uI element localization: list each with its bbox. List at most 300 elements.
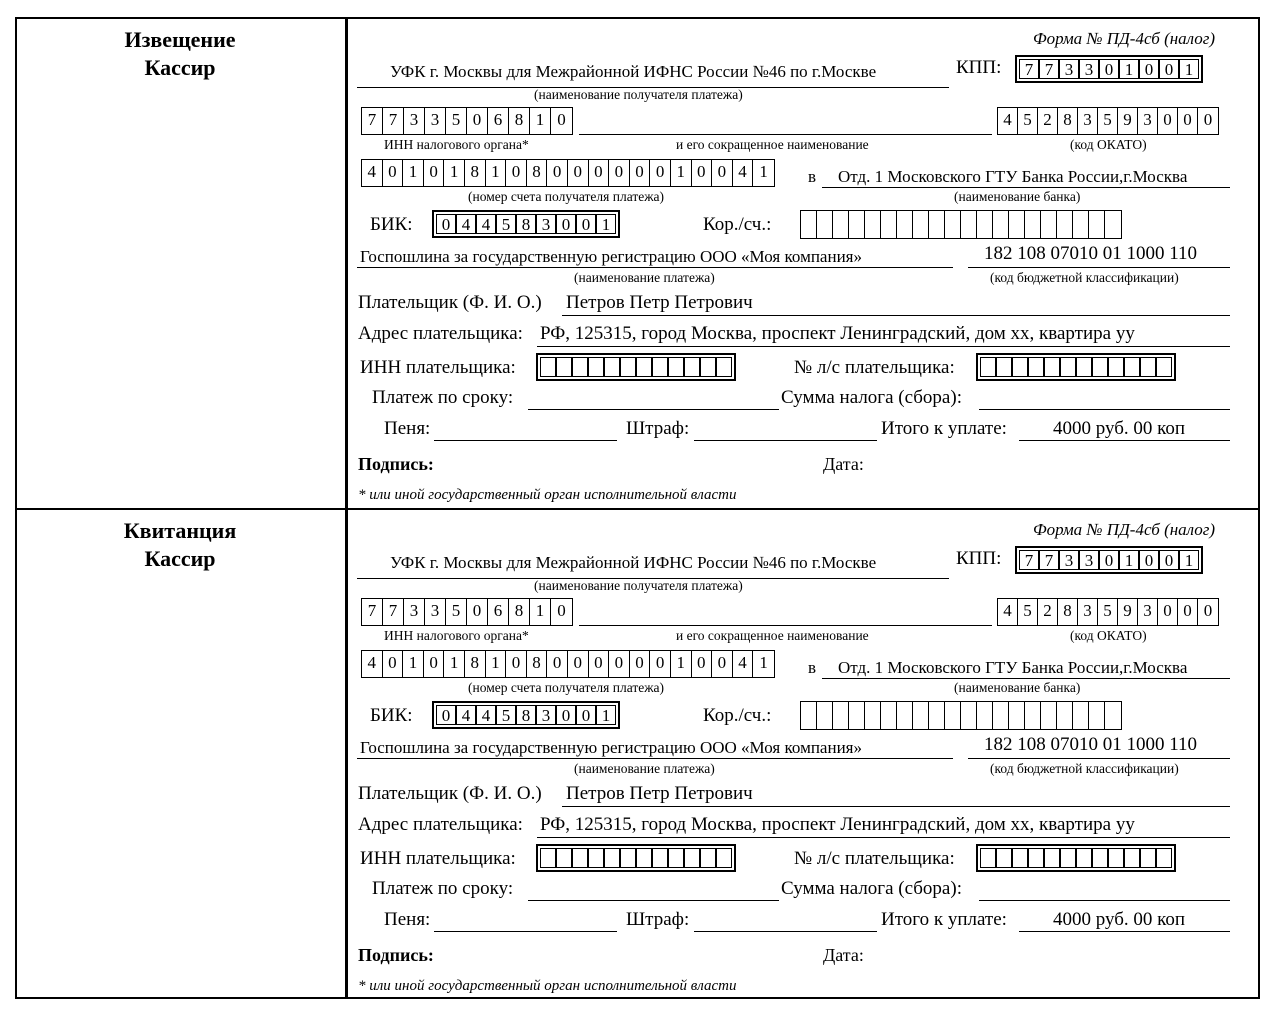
digit-box (540, 357, 556, 377)
digit-box: 1 (530, 108, 551, 134)
digit-box: 7 (383, 599, 404, 625)
bik-boxes (432, 210, 620, 238)
digit-box (556, 357, 572, 377)
tax-sum-line (979, 385, 1230, 410)
digit-box: 0 (547, 160, 568, 186)
digit-box: 0 (576, 214, 596, 234)
account-boxes (361, 159, 775, 187)
footnote: * или иной государственный орган исполнительной власти (358, 487, 737, 503)
digit-box: 0 (1203, 601, 1213, 620)
digit-box: 1 (1119, 550, 1139, 570)
digit-box (801, 702, 817, 729)
digit-box (620, 357, 636, 377)
digit-box: 9 (1118, 108, 1138, 134)
payer-label: Плательщик (Ф. И. О.) (358, 783, 542, 804)
digit-box: 3 (1079, 59, 1099, 79)
digit-box (700, 848, 716, 868)
account-boxes (361, 650, 775, 678)
receipt-section (348, 508, 1260, 999)
digit-box: 4 (362, 651, 383, 677)
digit-box: 1 (596, 214, 616, 234)
total-value: 4000 руб. 00 коп (1053, 418, 1186, 439)
digit-box (865, 211, 881, 238)
digit-box: 8 (527, 651, 548, 677)
payer-inn-label: ИНН плательщика: (360, 357, 516, 378)
digit-box (945, 211, 961, 238)
digit-box: 1 (759, 162, 768, 181)
due-label: Платеж по сроку: (372, 878, 514, 899)
digit-box: 0 (506, 160, 527, 186)
digit-box: 7 (1019, 550, 1039, 570)
digit-box: 4 (362, 160, 383, 186)
digit-box (849, 702, 865, 729)
digit-box: 3 (1078, 108, 1098, 134)
digit-box: 5 (496, 214, 516, 234)
digit-box (700, 357, 716, 377)
digit-box: 1 (596, 705, 616, 725)
digit-box: 7 (1039, 550, 1059, 570)
digit-box: 5 (446, 599, 467, 625)
digit-box: 0 (1178, 599, 1198, 625)
digit-box (1076, 848, 1092, 868)
digit-box (1060, 357, 1076, 377)
digit-box: 0 (609, 651, 630, 677)
kbk-value: 182 108 07010 01 1000 110 (984, 734, 1198, 755)
digit-box (817, 702, 833, 729)
digit-box (604, 357, 620, 377)
tax-sum-line (979, 876, 1230, 901)
payment-name: Госпошлина за государственную регистрацию ООО «Моя компания» (360, 738, 862, 757)
digit-box (897, 211, 913, 238)
payer-label: Плательщик (Ф. И. О.) (358, 292, 542, 313)
digit-box (865, 702, 881, 729)
digit-box (636, 357, 652, 377)
digit-box (1124, 357, 1140, 377)
digit-box: 8 (509, 108, 530, 134)
okato-caption: (код ОКАТО) (1070, 137, 1147, 152)
digit-box (620, 848, 636, 868)
digit-box: 0 (467, 108, 488, 134)
digit-box (684, 357, 700, 377)
digit-box: 7 (383, 108, 404, 134)
date-label: Дата: (823, 454, 864, 474)
digit-box (540, 848, 556, 868)
recipient-name: УФК г. Москвы для Межрайонной ИФНС России №46 по г.Москве (390, 553, 877, 572)
bank-caption: (наименование банка) (954, 189, 1081, 204)
digit-box: 1 (1119, 59, 1139, 79)
digit-box: 0 (1158, 108, 1178, 134)
tax-sum-label: Сумма налога (сбора): (781, 387, 962, 408)
digit-box (1140, 357, 1156, 377)
address-label: Адрес плательщика: (358, 323, 523, 344)
digit-box: 8 (465, 160, 486, 186)
digit-box (652, 357, 668, 377)
digit-box: 4 (998, 108, 1018, 134)
digit-box (652, 848, 668, 868)
digit-box: 0 (712, 651, 733, 677)
digit-box (1156, 357, 1172, 377)
payer-inn-boxes (536, 353, 736, 381)
payer-account-boxes (976, 353, 1176, 381)
digit-box: 3 (404, 108, 425, 134)
digit-box (817, 211, 833, 238)
penalty-line (434, 907, 617, 932)
digit-box: 0 (556, 705, 576, 725)
digit-box: 0 (467, 599, 488, 625)
digit-box: 1 (444, 160, 465, 186)
digit-box: 6 (488, 108, 509, 134)
penalty-line (434, 416, 617, 441)
digit-box: 7 (1019, 59, 1039, 79)
digit-box: 3 (1138, 108, 1158, 134)
digit-box: 1 (403, 160, 424, 186)
digit-box: 0 (557, 601, 566, 620)
payer-inn-boxes (536, 844, 736, 872)
digit-box: 2 (1038, 599, 1058, 625)
due-line (528, 385, 779, 410)
digit-box: 4 (476, 214, 496, 234)
kbk-caption: (код бюджетной классификации) (990, 270, 1179, 285)
digit-box (993, 211, 1009, 238)
inn-boxes (361, 598, 573, 626)
digit-box (1025, 702, 1041, 729)
digit-box: 1 (530, 599, 551, 625)
digit-box: 1 (403, 651, 424, 677)
digit-box: 0 (383, 160, 404, 186)
digit-box: 0 (692, 160, 713, 186)
digit-box: 7 (362, 108, 383, 134)
payer-name: Петров Петр Петрович (566, 292, 753, 313)
digit-box (1105, 702, 1121, 729)
penalty-label: Пеня: (384, 418, 431, 439)
recipient-caption: (наименование получателя платежа) (534, 578, 743, 593)
digit-box (1057, 211, 1073, 238)
notice-section (348, 17, 1260, 508)
digit-box (801, 211, 817, 238)
digit-box: 0 (557, 110, 566, 129)
digit-box (1012, 848, 1028, 868)
address-label: Адрес плательщика: (358, 814, 523, 835)
digit-box (572, 848, 588, 868)
payment-caption: (наименование платежа) (574, 270, 715, 285)
penalty-label: Пеня: (384, 909, 431, 930)
payment-caption: (наименование платежа) (574, 761, 715, 776)
digit-box (1025, 211, 1041, 238)
short-name-caption: и его сокращенное наименование (676, 628, 869, 643)
digit-box (929, 211, 945, 238)
digit-box (996, 357, 1012, 377)
digit-box: 5 (1018, 599, 1038, 625)
digit-box: 3 (425, 599, 446, 625)
digit-box: 9 (1118, 599, 1138, 625)
v-label: в (808, 167, 817, 186)
inn-boxes (361, 107, 573, 135)
digit-box: 0 (692, 651, 713, 677)
kor-account-boxes (800, 701, 1122, 730)
digit-box: 3 (1059, 59, 1079, 79)
digit-box (1073, 211, 1089, 238)
digit-box: 8 (527, 160, 548, 186)
digit-box: 1 (1179, 59, 1199, 79)
digit-box (1105, 211, 1121, 238)
digit-box: 8 (1058, 108, 1078, 134)
kpp-boxes (1015, 55, 1203, 83)
digit-box: 3 (536, 705, 556, 725)
digit-box (668, 848, 684, 868)
digit-box (1041, 702, 1057, 729)
digit-box: 0 (589, 651, 610, 677)
digit-box (980, 357, 996, 377)
digit-box (897, 702, 913, 729)
bank-caption: (наименование банка) (954, 680, 1081, 695)
ls-label: № л/с плательщика: (794, 848, 955, 869)
digit-box (572, 357, 588, 377)
payer-name: Петров Петр Петрович (566, 783, 753, 804)
digit-box: 8 (516, 214, 536, 234)
signature-label: Подпись: (358, 454, 434, 474)
kor-account-boxes (800, 210, 1122, 239)
digit-box: 0 (1099, 59, 1119, 79)
digit-box (913, 211, 929, 238)
digit-box (913, 702, 929, 729)
digit-box: 0 (1178, 108, 1198, 134)
digit-box: 0 (1203, 110, 1213, 129)
digit-box: 8 (1058, 599, 1078, 625)
payer-account-boxes (976, 844, 1176, 872)
digit-box: 0 (547, 651, 568, 677)
digit-box: 5 (1018, 108, 1038, 134)
digit-box: 1 (671, 160, 692, 186)
digit-box (668, 357, 684, 377)
digit-box: 0 (589, 160, 610, 186)
form-number: Форма № ПД-4сб (налог) (1033, 29, 1216, 48)
digit-box: 5 (496, 705, 516, 725)
digit-box: 0 (712, 160, 733, 186)
signature-label: Подпись: (358, 945, 434, 965)
address-value: РФ, 125315, город Москва, проспект Ленинградский, дом хх, квартира уу (540, 814, 1135, 835)
section-subtitle: Кассир (144, 55, 216, 80)
section-label-receipt (15, 517, 345, 573)
digit-box (1140, 848, 1156, 868)
section-title: Квитанция (123, 518, 237, 543)
digit-box (833, 702, 849, 729)
bank-name: Отд. 1 Московского ГТУ Банка России,г.Москва (838, 658, 1188, 677)
digit-box (980, 848, 996, 868)
digit-box: 0 (630, 160, 651, 186)
digit-box (1009, 211, 1025, 238)
okato-caption: (код ОКАТО) (1070, 628, 1147, 643)
digit-box (961, 211, 977, 238)
recipient-name: УФК г. Москвы для Межрайонной ИФНС России №46 по г.Москве (390, 62, 877, 81)
digit-box: 3 (1079, 550, 1099, 570)
digit-box (1092, 357, 1108, 377)
digit-box (833, 211, 849, 238)
digit-box (1012, 357, 1028, 377)
due-line (528, 876, 779, 901)
account-caption: (номер счета получателя платежа) (468, 189, 665, 204)
digit-box: 8 (465, 651, 486, 677)
digit-box (1044, 357, 1060, 377)
digit-box: 0 (568, 160, 589, 186)
digit-box: 0 (383, 651, 404, 677)
digit-box: 0 (436, 705, 456, 725)
fine-label: Штраф: (626, 418, 690, 439)
digit-box: 0 (1158, 599, 1178, 625)
digit-box (1092, 848, 1108, 868)
form-number: Форма № ПД-4сб (налог) (1033, 520, 1216, 539)
due-label: Платеж по сроку: (372, 387, 514, 408)
digit-box: 0 (424, 160, 445, 186)
digit-box: 1 (671, 651, 692, 677)
tax-sum-label: Сумма налога (сбора): (781, 878, 962, 899)
kor-label: Кор./сч.: (703, 705, 772, 726)
digit-box: 4 (733, 160, 754, 186)
v-label: в (808, 658, 817, 677)
kpp-boxes (1015, 546, 1203, 574)
total-label: Итого к уплате: (881, 418, 1007, 439)
digit-box: 3 (1059, 550, 1079, 570)
digit-box: 7 (362, 599, 383, 625)
digit-box (716, 848, 732, 868)
digit-box: 0 (650, 651, 671, 677)
section-label-notice (15, 26, 345, 82)
payer-inn-label: ИНН плательщика: (360, 848, 516, 869)
okato-boxes (997, 598, 1219, 626)
digit-box: 1 (759, 653, 768, 672)
kpp-label: КПП: (956, 57, 1002, 78)
digit-box: 0 (609, 160, 630, 186)
kbk-value: 182 108 07010 01 1000 110 (984, 243, 1198, 264)
digit-box: 0 (1139, 550, 1159, 570)
digit-box (684, 848, 700, 868)
section-subtitle: Кассир (144, 546, 216, 571)
digit-box: 0 (1099, 550, 1119, 570)
fine-line (694, 907, 877, 932)
bik-label: БИК: (370, 705, 413, 726)
digit-box: 0 (1159, 550, 1179, 570)
digit-box (604, 848, 620, 868)
digit-box (881, 702, 897, 729)
date-label: Дата: (823, 945, 864, 965)
digit-box: 0 (506, 651, 527, 677)
kpp-label: КПП: (956, 548, 1002, 569)
digit-box (961, 702, 977, 729)
recipient-caption: (наименование получателя платежа) (534, 87, 743, 102)
digit-box: 4 (456, 705, 476, 725)
digit-box (1041, 211, 1057, 238)
digit-box (1073, 702, 1089, 729)
fine-line (694, 416, 877, 441)
kor-label: Кор./сч.: (703, 214, 772, 235)
digit-box: 3 (1078, 599, 1098, 625)
digit-box (716, 357, 732, 377)
digit-box (1028, 848, 1044, 868)
digit-box (849, 211, 865, 238)
okato-boxes (997, 107, 1219, 135)
address-value: РФ, 125315, город Москва, проспект Ленинградский, дом хх, квартира уу (540, 323, 1135, 344)
digit-box (636, 848, 652, 868)
digit-box: 4 (998, 599, 1018, 625)
digit-box (996, 848, 1012, 868)
digit-box (588, 848, 604, 868)
digit-box (881, 211, 897, 238)
digit-box: 5 (446, 108, 467, 134)
digit-box (1108, 848, 1124, 868)
inn-caption: ИНН налогового органа* (384, 628, 529, 643)
digit-box: 0 (650, 160, 671, 186)
digit-box (1156, 848, 1172, 868)
bik-boxes (432, 701, 620, 729)
digit-box: 0 (630, 651, 651, 677)
digit-box: 6 (488, 599, 509, 625)
digit-box: 3 (404, 599, 425, 625)
digit-box (977, 211, 993, 238)
digit-box: 0 (556, 214, 576, 234)
digit-box: 3 (536, 214, 556, 234)
digit-box (1009, 702, 1025, 729)
digit-box (1028, 357, 1044, 377)
digit-box (1060, 848, 1076, 868)
digit-box: 1 (486, 160, 507, 186)
digit-box (1076, 357, 1092, 377)
short-name-line (579, 112, 992, 135)
digit-box (588, 357, 604, 377)
kbk-caption: (код бюджетной классификации) (990, 761, 1179, 776)
digit-box: 1 (1179, 550, 1199, 570)
digit-box (993, 702, 1009, 729)
short-name-caption: и его сокращенное наименование (676, 137, 869, 152)
digit-box: 4 (733, 651, 754, 677)
digit-box: 0 (1159, 59, 1179, 79)
section-title: Извещение (124, 27, 236, 52)
bank-name: Отд. 1 Московского ГТУ Банка России,г.Москва (838, 167, 1188, 186)
digit-box: 5 (1098, 108, 1118, 134)
digit-box (977, 702, 993, 729)
total-value: 4000 руб. 00 коп (1053, 909, 1186, 930)
digit-box: 4 (476, 705, 496, 725)
digit-box: 8 (516, 705, 536, 725)
digit-box (1089, 702, 1105, 729)
digit-box (929, 702, 945, 729)
digit-box: 7 (1039, 59, 1059, 79)
digit-box: 0 (1139, 59, 1159, 79)
fine-label: Штраф: (626, 909, 690, 930)
digit-box: 0 (424, 651, 445, 677)
digit-box: 5 (1098, 599, 1118, 625)
digit-box (945, 702, 961, 729)
digit-box: 0 (576, 705, 596, 725)
digit-box (1057, 702, 1073, 729)
digit-box (1108, 357, 1124, 377)
digit-box (1044, 848, 1060, 868)
digit-box (1124, 848, 1140, 868)
ls-label: № л/с плательщика: (794, 357, 955, 378)
bik-label: БИК: (370, 214, 413, 235)
footnote: * или иной государственный орган исполнительной власти (358, 978, 737, 994)
digit-box: 0 (436, 214, 456, 234)
total-label: Итого к уплате: (881, 909, 1007, 930)
digit-box (1089, 211, 1105, 238)
digit-box: 2 (1038, 108, 1058, 134)
payment-name: Госпошлина за государственную регистрацию ООО «Моя компания» (360, 247, 862, 266)
digit-box: 8 (509, 599, 530, 625)
digit-box (556, 848, 572, 868)
digit-box: 1 (486, 651, 507, 677)
digit-box: 3 (425, 108, 446, 134)
digit-box: 1 (444, 651, 465, 677)
inn-caption: ИНН налогового органа* (384, 137, 529, 152)
digit-box: 0 (568, 651, 589, 677)
